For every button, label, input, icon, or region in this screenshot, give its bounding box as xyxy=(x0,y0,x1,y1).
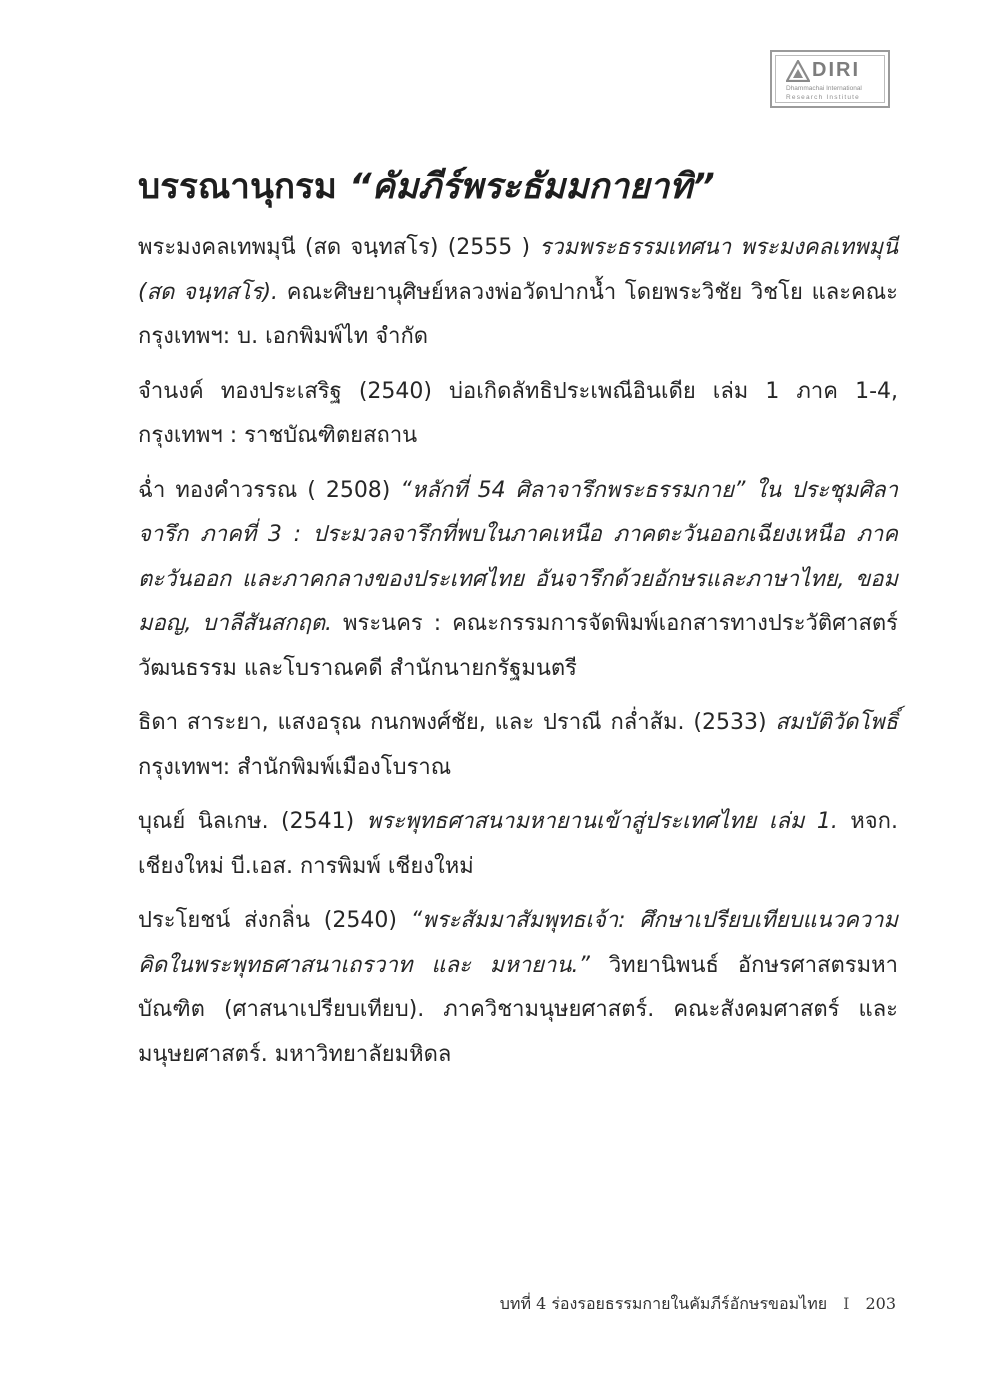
entry-text: ประโยชน์ ส่งกลิ่น (2540) xyxy=(138,908,411,933)
entry-text: วิทยานิพนธ์ อักษรศาสตรมหาบัณฑิต (ศาสนาเปรียบเทียบ). ภาควิชามนุษยศาสตร์. คณะสังคมศาสตร์ และมนุษยศาสตร์. มหาวิทยาลัยมหิดล xyxy=(138,952,898,1067)
bibliography-entry xyxy=(138,701,898,790)
bibliography-entry xyxy=(138,800,898,889)
logo-name: DIRI xyxy=(812,59,860,81)
page-title xyxy=(138,158,898,216)
bibliography-list xyxy=(138,226,898,1087)
entry-italic-text: “พระสัมมาสัมพุทธเจ้า: ศึกษาเปรียบเทียบแนวความคิดในพระพุทธศาสนาเถรวาท และ มหายาน.” xyxy=(138,908,898,978)
bibliography-entry xyxy=(138,370,898,459)
page-footer xyxy=(500,1292,896,1316)
bibliography-entry xyxy=(138,899,898,1077)
entry-text: ธิดา สาระยา, แสงอรุณ กนกพงศ์ชัย, และ ปราณี กล่ำส้ม. (2533) xyxy=(138,710,776,735)
entry-text: หจก. เชียงใหม่ บี.เอส. การพิมพ์ เชียงใหม่ xyxy=(138,809,898,879)
page-number: 203 xyxy=(865,1294,896,1313)
entry-text: คณะศิษยานุศิษย์หลวงพ่อวัดปากน้ำ โดยพระวิชัย วิชโย และคณะ กรุงเทพฯ: บ. เอกพิมพ์ไท จำกัด xyxy=(138,279,898,349)
bibliography-entry xyxy=(138,469,898,692)
entry-text: ฉ่ำ ทองคำวรรณ ( 2508) xyxy=(138,477,401,503)
entry-text: จำนงค์ ทองประเสริฐ (2540) บ่อเกิดลัทธิประเพณีอินเดีย เล่ม 1 ภาค 1-4, กรุงเทพฯ : ราชบัณฑิตยสถาน xyxy=(138,378,898,448)
entry-text: กรุงเทพฯ: สำนักพิมพ์เมืองโบราณ xyxy=(138,754,452,780)
title-prefix: บรรณานุกรม xyxy=(138,167,350,207)
entry-text: บุณย์ นิลเกษ. (2541) xyxy=(138,809,367,834)
diri-logo xyxy=(770,50,890,108)
logo-subline-2: Research Institute xyxy=(786,94,860,101)
entry-text: พระนคร : คณะกรรมการจัดพิมพ์เอกสารทางประวัติศาสตร์ วัฒนธรรม และโบราณคดี สำนักนายกรัฐมนตรี xyxy=(138,611,898,681)
footer-separator: I xyxy=(843,1294,850,1313)
entry-italic-text: สมบัติวัดโพธิ์ xyxy=(775,710,898,735)
entry-italic-text: พระพุทธศาสนามหายานเข้าสู่ประเทศไทย เล่ม 1. xyxy=(366,809,838,834)
bibliography-entry xyxy=(138,226,898,360)
footer-chapter: บทที่ 4 ร่องรอยธรรมกายในคัมภีร์อักษรขอมไทย xyxy=(499,1294,828,1313)
logo-subline-1: Dhammachai International xyxy=(786,85,862,92)
entry-italic-text: “หลักที่ 54 ศิลาจารึกพระธรรมกาย” ใน ประชุมศิลาจารึก ภาคที่ 3 : ประมวลจารึกที่พบในภาคเหนือ ภาคตะวันออกเฉียงเหนือ ภาคตะวันออก และภาคกลางของประเทศไทย อันจารึกด้วยอักษรและภาษาไทย, ขอม มอญ, บาลีสันสกฤต. xyxy=(138,477,899,636)
title-quoted: “คัมภีร์พระธัมมกายาทิ” xyxy=(349,167,715,207)
triangle-emblem-icon xyxy=(786,60,810,82)
entry-italic-text: รวมพระธรรมเทศนา พระมงคลเทพมุนี (สด จนฺทสโร). xyxy=(138,235,898,305)
entry-text: พระมงคลเทพมุนี (สด จนฺทสโร) (2555 ) xyxy=(138,235,540,260)
